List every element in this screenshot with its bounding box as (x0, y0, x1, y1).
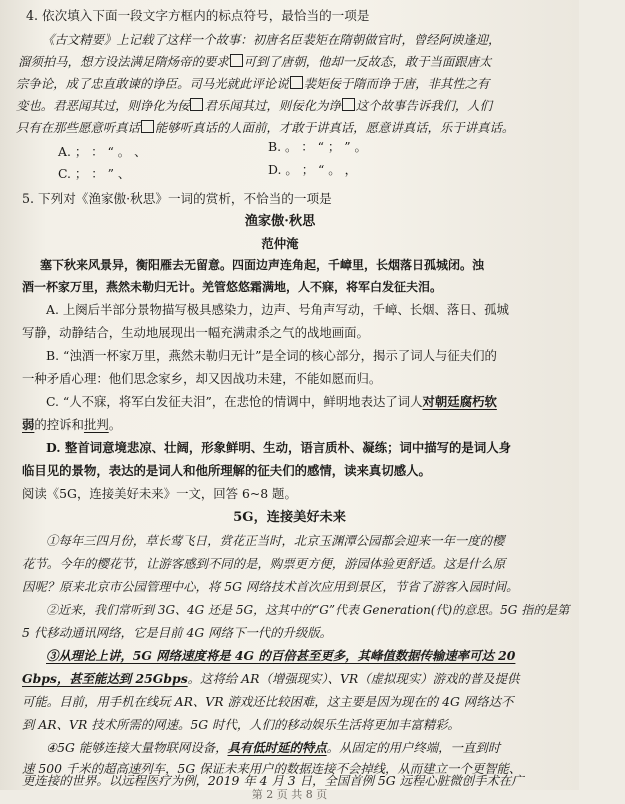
paragraph-3-cont: 可能。目前，用手机在线玩 AR、VR 游戏还比较困难，这主要是因为现在的 4G 网络达不 (22, 694, 514, 709)
poem-title: 渔家傲·秋思 (244, 214, 316, 229)
paragraph-2-cont: 5 代移动通讯网络，它是目前 4G 网络下一代的升级版。 (22, 625, 333, 640)
q5-option-d-cont: 临目见的景物，表达的是词人和他所理解的征夫们的感情，读来真切感人。 (22, 463, 431, 478)
punctuation-blank-box (290, 76, 303, 89)
q4-stem: 4. 依次填入下面一段文字方框内的标点符号，最恰当的一项是 (26, 8, 370, 23)
article-title: 5G，连接美好未来 (233, 510, 346, 525)
q4-passage-line: 《古文精要》上记载了这样一个故事：初唐名臣裴矩在隋朝做官时，曾经阿谀逢迎， (42, 32, 501, 47)
q5-option-c: C. “人不寐，将军白发征夫泪”，在悲怆的情调中，鲜明地表达了词人对朝廷腐朽软 (46, 394, 497, 409)
q4-passage-line: 只有在那些愿意听真话 能够听真话的人面前，才敢于讲真话，愿意讲真话，乐于讲真话。 (16, 120, 515, 135)
paragraph-1: ①每年三四月份，草长莺飞日，赏花正当时，北京玉渊潭公园都会迎来一年一度的樱 (46, 533, 505, 548)
q5-option-b: B. “浊酒一杯家万里，燕然未勒归无计”是全词的核心部分，揭示了词人与征夫们的 (46, 348, 497, 363)
poem-line: 酒一杯家万里，燕然未勒归无计。羌管悠悠霜满地，人不寐，将军白发征夫泪。 (22, 280, 443, 294)
q4-passage-line: 溜须拍马，想方设法满足隋炀帝的要求 可到了唐朝，他却一反故态，敢于当面跟唐太 (18, 54, 492, 69)
paragraph-4-cont: 更连接的世界。以远程医疗为例，2019 年 4 月 3 日，全国首例 5G 远程心脏微创手术在广 (22, 773, 524, 788)
paragraph-1-cont: 花节。今年的樱花节，让游客感到不同的是，购票更方便，游园体验更舒适。这是什么原 (22, 556, 506, 571)
punctuation-blank-box (342, 98, 355, 111)
paragraph-2: ②近来，我们常听到 3G、4G 还是 5G，这其中的“G”代表 Generation(代)的意思。5G 指的是第 (46, 603, 570, 617)
reading-intro: 阅读《5G，连接美好未来》一文，回答 6~8 题。 (22, 486, 297, 501)
paragraph-4-cont: 速 500 千米的超高速列车，5G 保证未来用户的数据连接不会掉线，从而建立一个更智能、 (22, 761, 522, 776)
paragraph-4: ④5G 能够连接大量物联网设备，具有低时延的特点。从固定的用户终端，一直到时 (46, 740, 501, 755)
paragraph-1-cont: 因呢？原来北京市公园管理中心，将 5G 网络技术首次应用到景区，节省了游客入园时间。 (22, 579, 519, 594)
paragraph-3-cont: Gbps，甚至能达到 25Gbps。这将给 AR（增强现实）、VR（虚拟现实）游戏的普及提供 (22, 671, 520, 686)
poem-author: 范仲淹 (261, 236, 299, 251)
q5-option-d: D. 整首词意境悲凉、壮阔，形象鲜明、生动，语言质朴、凝练；词中描写的是词人身 (46, 440, 511, 455)
punctuation-blank-box (141, 120, 154, 133)
paragraph-3-cont: 到 AR、VR 技术所需的网速。5G 时代，人们的移动娱乐生活将更加丰富精彩。 (22, 717, 460, 732)
q5-option-c-cont: 弱的控诉和批判。 (22, 417, 122, 432)
handwritten-underline: 对朝廷腐朽软 (422, 394, 497, 409)
q4-option-a: A. ； ： “ 。 、 (58, 144, 147, 159)
q5-option-a-cont: 写静，动静结合，生动地展现出一幅充满肃杀之气的战地画面。 (22, 325, 369, 340)
q4-option-b: B. 。 ： “ ； ” 。 (268, 139, 367, 154)
punctuation-blank-box (190, 98, 203, 111)
q4-passage-line: 宗争论，成了忠直敢谏的诤臣。司马光就此评论说 裴矩佞于隋而诤于唐，非其性之有 (16, 76, 490, 91)
poem-line: 塞下秋来风景异，衡阳雁去无留意。四面边声连角起，千嶂里，长烟落日孤城闭。浊 (40, 258, 485, 272)
q5-option-b-cont: 一种矛盾心理：他们思念家乡，却又因战功未建，不能如愿而归。 (22, 371, 382, 386)
paragraph-3-underlined: ③从理论上讲，5G 网络速度将是 4G 的百倍甚至更多，其峰值数据传输速率可达 20 (46, 648, 516, 663)
q5-stem: 5. 下列对《渔家傲·秋思》一词的赏析，不恰当的一项是 (22, 191, 332, 206)
q4-option-d: D. 。 ； “ 。 ， (268, 162, 358, 177)
punctuation-blank-box (230, 54, 243, 67)
q4-option-c: C. ； ： ” 、 (58, 166, 131, 181)
page-footer: 第 2 页 共 8 页 (251, 788, 328, 801)
q5-option-a: A. 上阕后半部分景物描写极具感染力，边声、号角声写动，千嶂、长烟、落日、孤城 (46, 302, 509, 317)
q4-passage-line: 变也。君恶闻其过，则诤化为佞 君乐闻其过，则佞化为诤 这个故事告诉我们，人们 (16, 98, 493, 113)
